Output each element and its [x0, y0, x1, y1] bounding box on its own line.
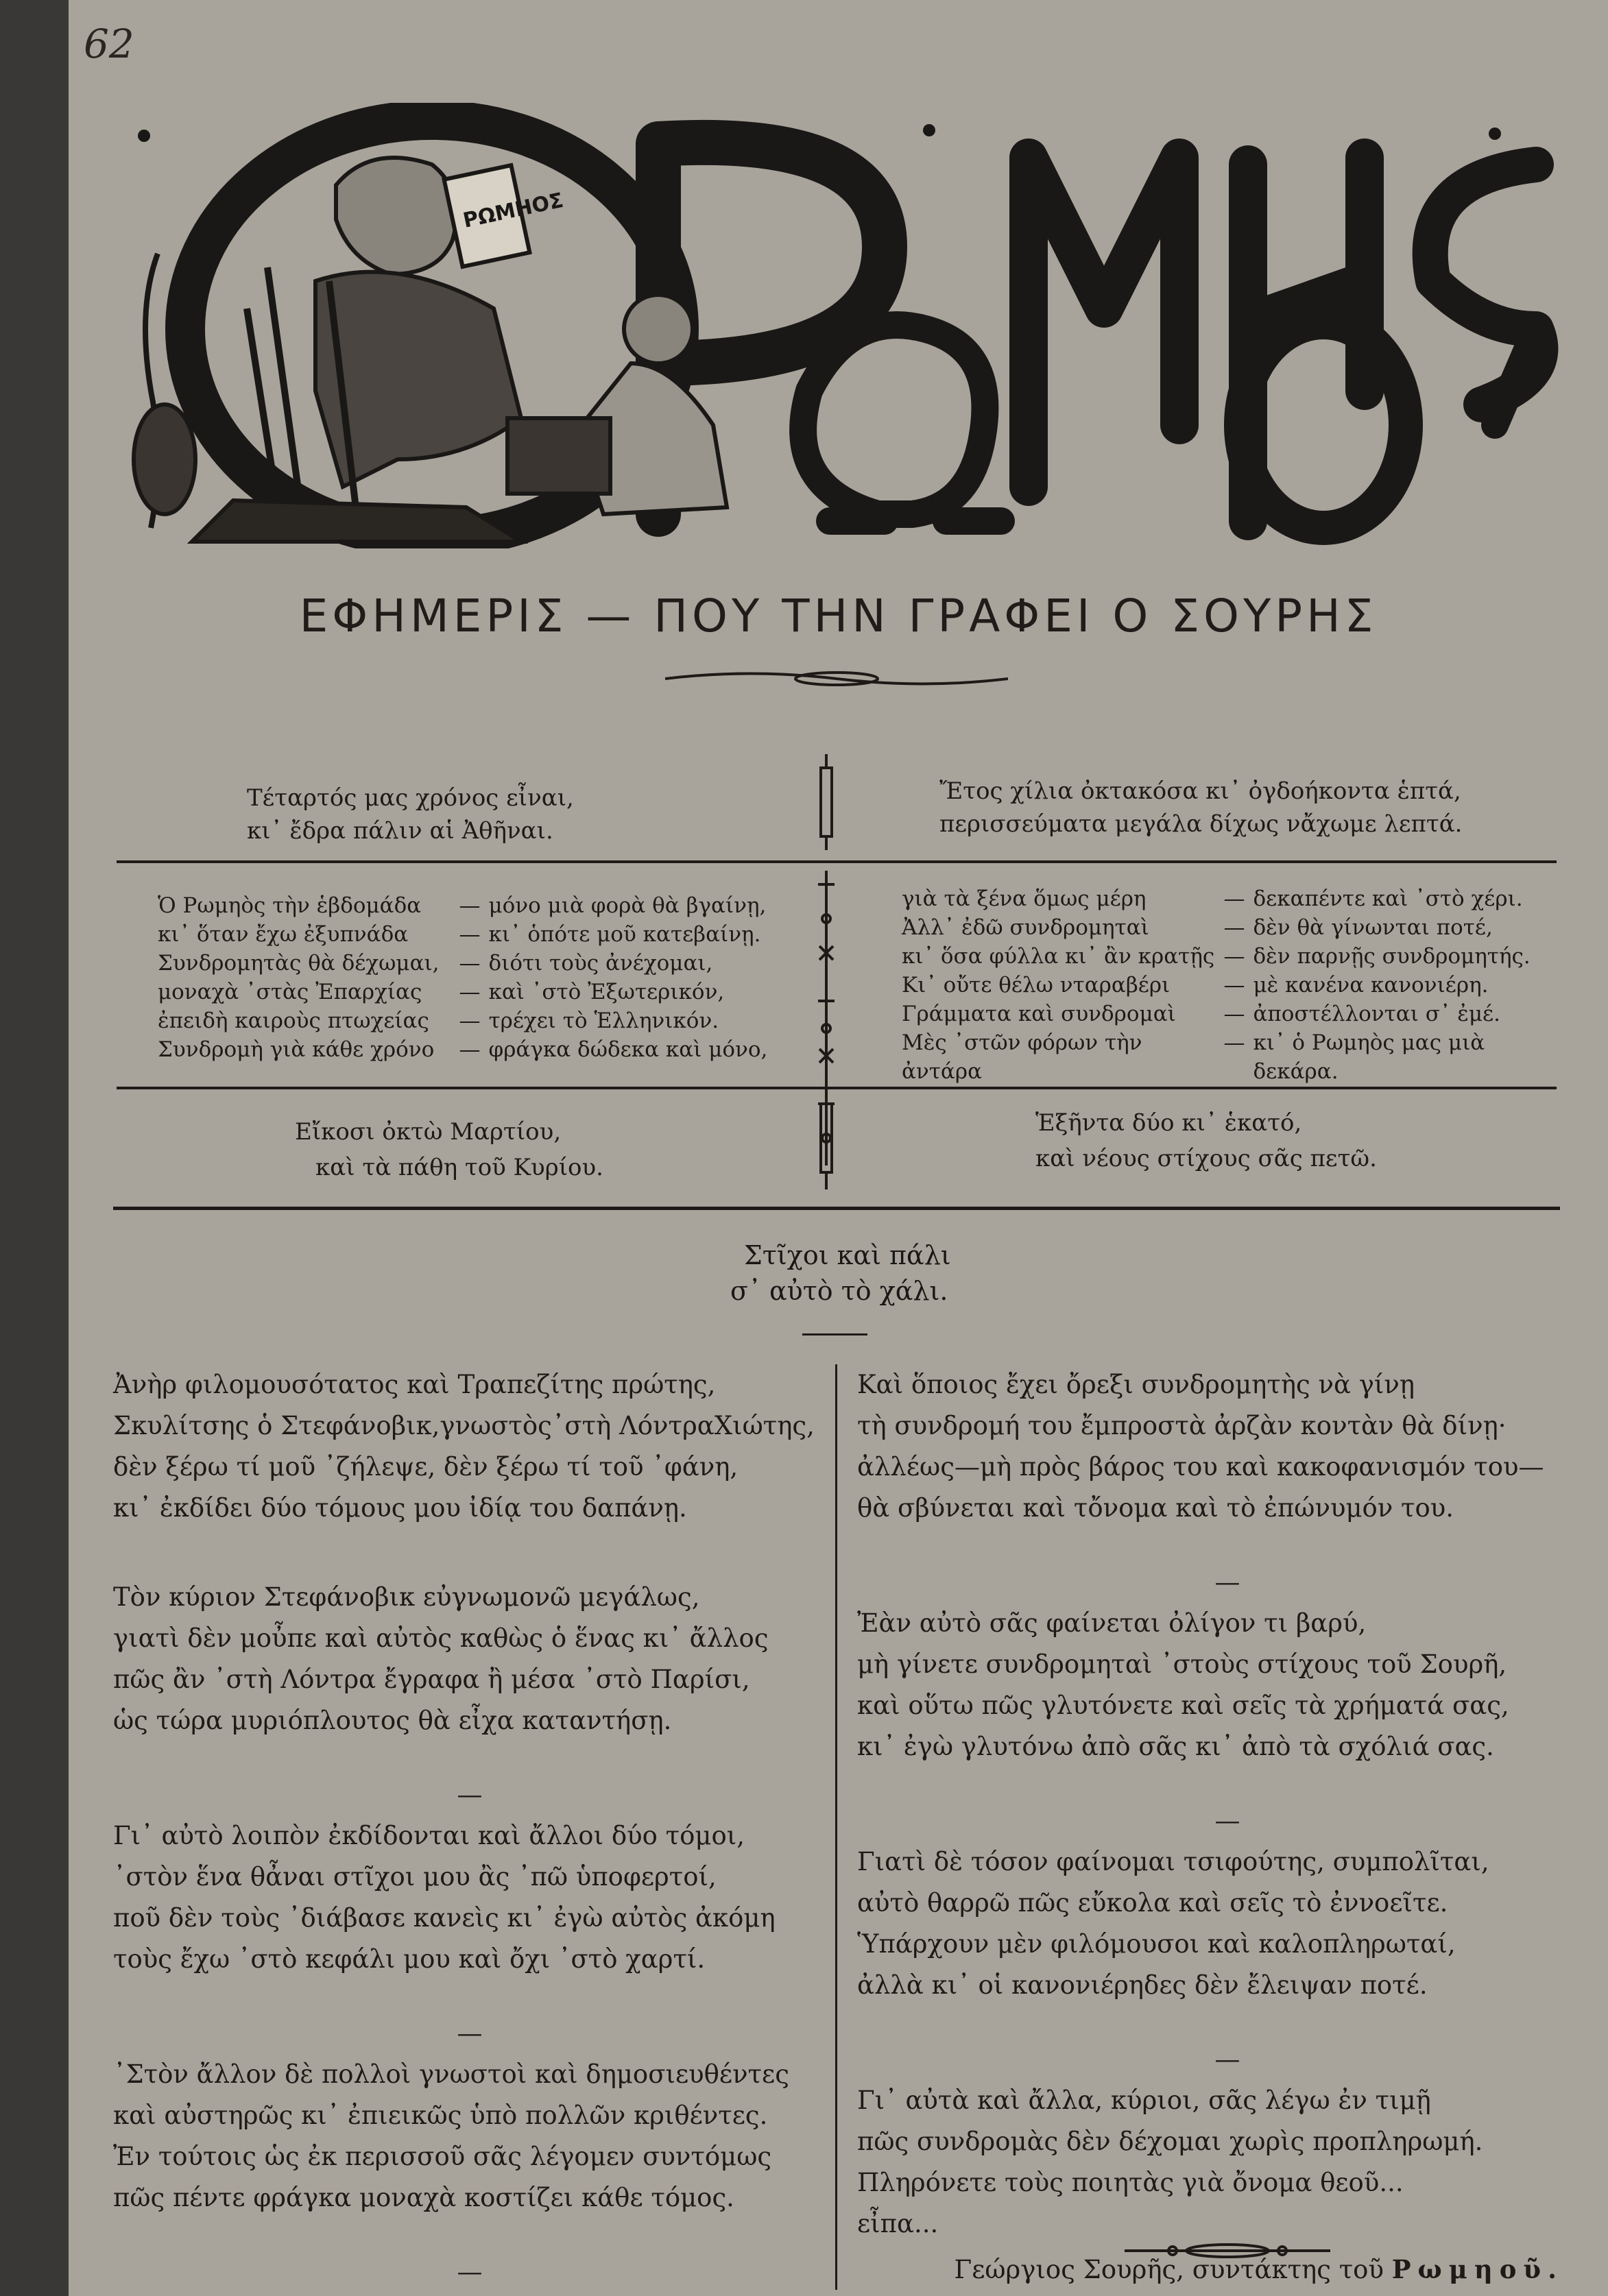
verse-line: δὲν ξέρω τί μοῦ ᾽ζήλεψε, δὲν ξέρω τί τοῦ ᾽φάνη, [113, 1452, 739, 1482]
subscription-left [158, 891, 782, 1064]
verse-line: Καὶ ὅποιος ἔχει ὄρεξι συνδρομητὴς νὰ γίνῃ [857, 1370, 1415, 1399]
stanza [857, 2080, 1598, 2245]
verse-line: Ἐὰν αὐτὸ σᾶς φαίνεται ὀλίγον τι βαρύ, [857, 1608, 1367, 1638]
subscription-row: ἐπειδὴ καιροὺς πτωχείας — τρέχει τὸ Ἑλληνικόν. [158, 1006, 782, 1035]
subscription-text: μοναχὰ ᾽στὰς Ἐπαρχίας [158, 980, 422, 1004]
subscription-text: κι᾽ ὅσα φύλλα κι᾽ ἂν κρατῇς [902, 944, 1215, 969]
newspaper-sign-text: ΡΩΜΗΟΣ [461, 188, 566, 233]
poem-column-left [113, 1364, 826, 2293]
verse-line: Σκυλίτσης ὁ Στεφάνοβικ,γνωστὸς᾽στὴ ΛόντραΧιώτης, [113, 1411, 815, 1440]
poem-heading [730, 1237, 1039, 1309]
issue-line: Τέταρτός μας χρόνος εἶναι, [247, 784, 574, 812]
subscription-row: Μὲς ᾽στῶν φόρων τὴν ἀντάρα — κι᾽ ὁ Ρωμηὸς μας μιὰ δεκάρα. [902, 1028, 1567, 1086]
masthead-subtitle: ΕΦΗΜΕΡΙΣ — ΠΟΥ ΤΗΝ ΓΡΑΦΕΙ Ο ΣΟΥΡΗΣ [299, 590, 1378, 642]
subscription-text: διότι τοὺς ἀνέχομαι, [488, 951, 713, 976]
stanza-separator [113, 1774, 826, 1815]
stanza-separator [113, 2013, 826, 2054]
subscription-row: κι᾽ ὅταν ἔχω ἐξυπνάδα — κι᾽ ὁπότε μοῦ κατεβαίνῃ. [158, 920, 782, 949]
issue-line: Ἑξῆντα δύο κι᾽ ἑκατό, [1035, 1109, 1302, 1137]
verse-line: τοὺς ἔχω ᾽στὸ κεφάλι μου καὶ ὄχι ᾽στὸ χαρτί. [113, 1944, 706, 1974]
subscription-text: ἀποστέλλονται σ᾽ ἐμέ. [1253, 1002, 1500, 1026]
verse-line: ᾽στὸν ἕνα θἆναι στῖχοι μου ἂς ᾽πῶ ὑποφερτοί, [113, 1862, 717, 1892]
subscription-right [902, 884, 1567, 1086]
subscription-text: καὶ ᾽στὸ Ἐξωτερικόν, [488, 980, 725, 1004]
subscription-text: δὲν θὰ γίνωνται ποτέ, [1253, 915, 1493, 940]
subscription-text: Ἀλλ᾽ ἐδῶ συνδρομηταὶ [902, 915, 1149, 940]
issue-info-top-left [247, 782, 693, 847]
subscription-row: Κι᾽ οὔτε θέλω νταραβέρι — μὲ κανένα κανονιέρη. [902, 971, 1567, 1000]
verse-line: γιατὶ δὲν μοὖπε καὶ αὐτὸς καθὼς ὁ ἕνας κι᾽ ἄλλος [113, 1623, 769, 1653]
subscription-text: δεκαπέντε καὶ ᾽στὸ χέρι. [1253, 886, 1523, 911]
info-bottom-rule [117, 1087, 1557, 1089]
poem-heading-line: Στῖχοι καὶ πάλι [744, 1240, 951, 1270]
verse-line: εἶπα... [857, 2209, 939, 2238]
stanza-separator [857, 2039, 1598, 2080]
issue-line: περισσεύματα μεγάλα δίχως νἄχωμε λεπτά. [939, 810, 1463, 838]
subscription-text: Συνδρομὴ γιὰ κάθε χρόνο [158, 1037, 435, 1062]
verse-line: ἀλλὰ κι᾽ οἱ κανονιέρηδες δὲν ἔλειψαν ποτέ. [857, 1970, 1428, 2000]
stanza [113, 2054, 826, 2219]
verse-line: πῶς ἂν ᾽στὴ Λόντρα ἔγραφα ἢ μέσα ᾽στὸ Παρίσι, [113, 1665, 750, 1694]
header-bottom-rule [113, 1207, 1560, 1210]
verse-line: πῶς πέντε φράγκα μοναχὰ κοστίζει κάθε τόμος. [113, 2183, 734, 2212]
child-figure [507, 295, 727, 514]
poem-column-right [857, 1364, 1598, 2291]
subscription-text: ἐπειδὴ καιροὺς πτωχείας [158, 1008, 429, 1033]
stanza [113, 1577, 826, 1741]
stanza [857, 1603, 1598, 1767]
stanza-separator [857, 1800, 1598, 1841]
verse-line: Γι᾽ αὐτὸ λοιπὸν ἐκδίδονται καὶ ἄλλοι δύο τόμοι, [113, 1821, 745, 1850]
issue-line: Ἔτος χίλια ὀκτακόσα κι᾽ ὀγδοήκοντα ἑπτά, [939, 777, 1461, 805]
subscription-row: Συνδρομητὰς θὰ δέχωμαι, — διότι τοὺς ἀνέχομαι, [158, 949, 782, 978]
issue-line: Εἴκοσι ὀκτὼ Μαρτίου, [295, 1118, 562, 1146]
info-top-rule [117, 860, 1557, 863]
held-newspaper [444, 165, 566, 267]
poem-heading-rule [802, 1333, 867, 1336]
masthead-illustration [110, 103, 1584, 548]
issue-line: καὶ νέους στίχους σᾶς πετῶ. [1035, 1145, 1377, 1172]
subscription-text: φράγκα δώδεκα καὶ μόνο, [488, 1037, 768, 1062]
subscription-text: γιὰ τὰ ξένα ὅμως μέρη [902, 886, 1147, 911]
stanza [857, 1364, 1598, 1529]
stanza-separator [113, 2251, 826, 2293]
subscription-text: Ὁ Ρωμηὸς τὴν ἑβδομάδα [158, 893, 422, 918]
subscription-text: δὲν παρνῇς συνδρομητής. [1253, 944, 1531, 969]
stanza [857, 1841, 1598, 2006]
verse-line: θὰ σβύνεται καὶ τὄνομα καὶ τὸ ἐπώνυμόν του. [857, 1493, 1454, 1523]
end-ornament [1125, 2240, 1330, 2261]
verse-line: μὴ γίνετε συνδρομηταὶ ᾽στοὺς στίχους τοῦ Σουρῆ, [857, 1650, 1507, 1679]
verse-line: τὴ συνδρομή του ἔμπροστὰ ἀρζὰν κοντὰν θὰ δίνῃ· [857, 1411, 1507, 1440]
verse-line: Τὸν κύριον Στεφάνοβικ εὐγνωμονῶ μεγάλως, [113, 1582, 700, 1612]
subtitle-ornament [665, 668, 1008, 689]
verse-line: Γι᾽ αὐτὰ καὶ ἄλλα, κύριοι, σᾶς λέγω ἐν τιμῇ [857, 2086, 1431, 2115]
central-ornament-bottom [813, 1097, 840, 1193]
verse-line: ποῦ δὲν τοὺς ᾽διάβασε κανεὶς κι᾽ ἐγὼ αὐτὸς ἀκόμη [113, 1903, 776, 1933]
subscription-text: Μὲς ᾽στῶν φόρων τὴν ἀντάρα [902, 1030, 1142, 1084]
subscription-row: Ἀλλ᾽ ἐδῶ συνδρομηταὶ — δὲν θὰ γίνωνται ποτέ, [902, 913, 1567, 942]
verse-line: ὡς τώρα μυριόπλουτος θὰ εἶχα καταντήσῃ. [113, 1706, 672, 1735]
verse-line: Ἀνὴρ φιλομουσότατος καὶ Τραπεζίτης πρώτης, [113, 1370, 716, 1399]
verse-line: ᾽Στὸν ἄλλον δὲ πολλοὶ γνωστοὶ καὶ δημοσιευθέντες [113, 2059, 789, 2089]
verse-line: κι᾽ ἐγὼ γλυτόνω ἀπὸ σᾶς κι᾽ ἀπὸ τὰ σχόλιά σας. [857, 1732, 1494, 1761]
subscription-text: Συνδρομητὰς θὰ δέχωμαι, [158, 951, 440, 976]
stanza-separator [857, 1562, 1598, 1603]
subscription-row: Συνδρομὴ γιὰ κάθε χρόνο — φράγκα δώδεκα καὶ μόνο, [158, 1035, 782, 1064]
verse-line: κι᾽ ἐκδίδει δύο τόμους μου ἰδίᾳ του δαπάνῃ. [113, 1493, 687, 1523]
signature-prefix: Γεώργιος Σουρῆς, συντάκτης τοῦ [954, 2255, 1384, 2284]
issue-line: καὶ τὰ πάθη τοῦ Κυρίου. [315, 1154, 603, 1181]
subscription-row: Γράμματα καὶ συνδρομαὶ — ἀποστέλλονται σ᾽ ἐμέ. [902, 1000, 1567, 1028]
subscription-row: Ὁ Ρωμηὸς τὴν ἑβδομάδα — μόνο μιὰ φορὰ θὰ βγαίνῃ, [158, 891, 782, 920]
stanza [113, 1815, 826, 1980]
poem-heading-line: σ᾽ αὐτὸ τὸ χάλι. [730, 1276, 948, 1306]
subscription-text: κι᾽ ὁ Ρωμηὸς μας μιὰ δεκάρα. [1253, 1030, 1485, 1084]
signature-name: Ρωμηοῦ. [1391, 2254, 1563, 2284]
subscription-text: μόνο μιὰ φορὰ θὰ βγαίνῃ, [488, 893, 767, 918]
subscription-text: μὲ κανένα κανονιέρη. [1253, 973, 1489, 998]
subscription-text: κι᾽ ὁπότε μοῦ κατεβαίνῃ. [488, 922, 761, 947]
verse-line: αὐτὸ θαρρῶ πῶς εὔκολα καὶ σεῖς τὸ ἐννοεῖτε. [857, 1888, 1448, 1918]
issue-line: κι᾽ ἔδρα πάλιν αἱ Ἀθῆναι. [247, 817, 553, 845]
subscription-text: Γράμματα καὶ συνδρομαὶ [902, 1002, 1176, 1026]
subscription-text: Κι᾽ οὔτε θέλω νταραβέρι [902, 973, 1171, 998]
issue-info-top-right [939, 775, 1557, 841]
verse-line: Ὑπάρχουν μὲν φιλόμουσοι καὶ καλοπληρωταί, [857, 1929, 1456, 1959]
verse-line: Ἐν τούτοις ὡς ἐκ περισσοῦ σᾶς λέγομεν συντόμως [113, 2142, 772, 2171]
issue-info-bottom-left [295, 1114, 741, 1185]
subscription-row: κι᾽ ὅσα φύλλα κι᾽ ἂν κρατῇς — δὲν παρνῇς συνδρομητής. [902, 942, 1567, 971]
verse-line: καὶ οὕτω πῶς γλυτόνετε καὶ σεῖς τὰ χρήματά σας, [857, 1691, 1509, 1720]
verse-line: καὶ αὐστηρῶς κι᾽ ἐπιεικῶς ὑπὸ πολλῶν κριθέντες. [113, 2101, 768, 2130]
stanza [113, 1364, 826, 1529]
page-number: 62 [84, 21, 134, 67]
newspaper-page [69, 0, 1608, 2296]
verse-line: Γιατὶ δὲ τόσον φαίνομαι τσιφούτης, συμπολῖται, [857, 1847, 1489, 1876]
verse-line: Πληρόνετε τοὺς ποιητὰς γιὰ ὄνομα θεοῦ... [857, 2168, 1404, 2197]
subscription-text: κι᾽ ὅταν ἔχω ἐξυπνάδα [158, 922, 409, 947]
subscription-text: τρέχει τὸ Ἑλληνικόν. [488, 1008, 719, 1033]
column-divider [835, 1364, 837, 2290]
subscription-row: γιὰ τὰ ξένα ὅμως μέρη — δεκαπέντε καὶ ᾽στὸ χέρι. [902, 884, 1567, 913]
verse-line: πῶς συνδρομὰς δὲν δέχομαι χωρὶς προπληρωμή. [857, 2127, 1483, 2156]
issue-info-bottom-right [1035, 1105, 1515, 1176]
verse-line: ἀλλέως—μὴ πρὸς βάρος του καὶ κακοφανισμόν του— [857, 1452, 1544, 1482]
subscription-row: μοναχὰ ᾽στὰς Ἐπαρχίας — καὶ ᾽στὸ Ἐξωτερικόν, [158, 978, 782, 1006]
